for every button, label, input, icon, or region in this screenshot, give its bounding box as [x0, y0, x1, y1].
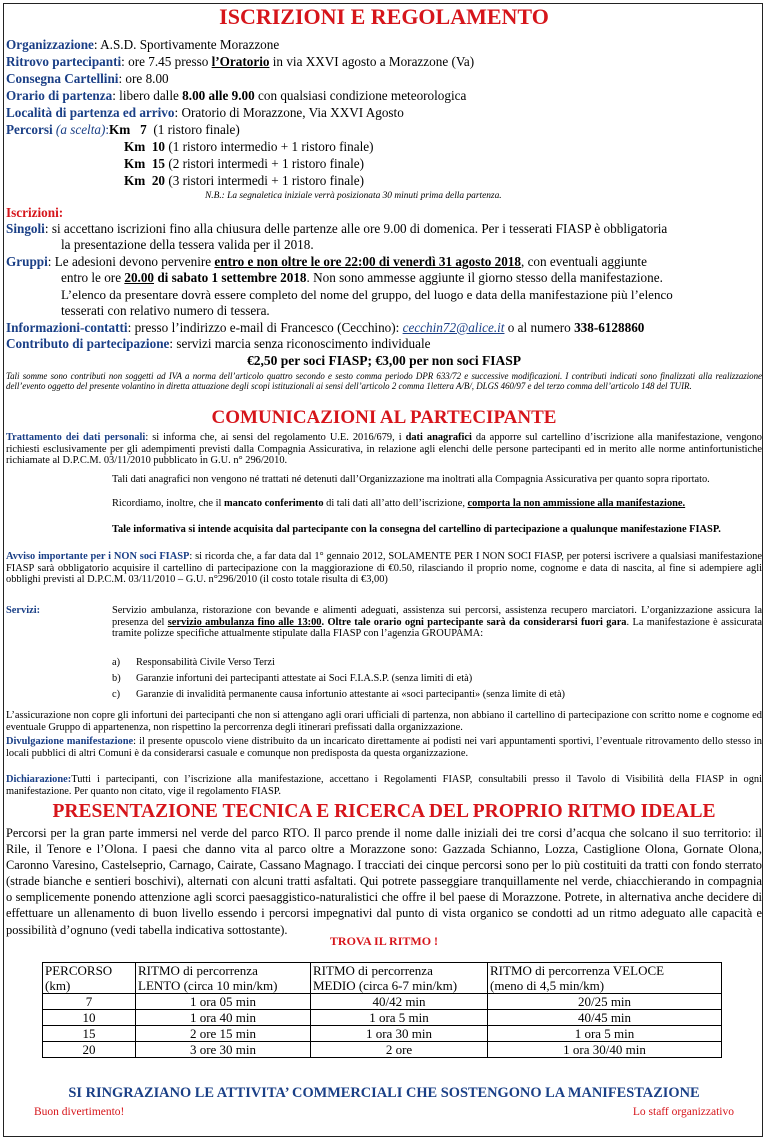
row-organizzazione: Organizzazione: A.S.D. Sportivamente Morazzone	[6, 37, 280, 52]
cell-km: 7	[43, 994, 136, 1010]
header-lento: RITMO di percorrenza LENTO (circa 10 min/km)	[136, 963, 311, 994]
table-row	[43, 1026, 722, 1042]
cell-medio: 1 ora 30 min	[311, 1026, 488, 1042]
trattamento-ricordiamo: Ricordiamo, inoltre, che il mancato conferimento di tali dati all’atto dell’iscrizione, comporta la non ammissione alla manifestazione.	[112, 498, 686, 509]
row-consegna: Consegna Cartellini: ore 8.00	[6, 71, 169, 86]
table-row	[43, 1042, 722, 1058]
divulgazione-block: Divulgazione manifestazione: il presente opuscolo viene distribuito da un incaricato direttamente ai podisti nei vari appuntamenti sportivi, l’eventuale ritrovamento dello stesso in locali pubblici di altri Comuni è da considerarsi casuale e comunque non predisposta da questa organizzazione.	[6, 736, 762, 759]
servizi-label: Servizi:	[6, 605, 41, 616]
gruppi-line-4: tesserati con relativo numero di tessera.	[61, 303, 270, 318]
row-percorso-4: Km 20 (3 ristori intermedi + 1 ristoro finale)	[124, 173, 365, 188]
table-row	[43, 994, 722, 1010]
assicurazione-text: L’assicurazione non copre gli infortuni dei partecipanti che non si attengano agli orari ufficiali di partenza, non abbiano il cartellino di partecipazione con scritto nome e cognome ed eventuale Gruppo di appartenenza, non rispettino la percorrenza degli itinerari prefissati dalla organizzazione.	[6, 710, 762, 733]
row-percorso-3: Km 15 (2 ristori intermedi + 1 ristoro finale)	[124, 156, 365, 171]
cell-veloce: 1 ora 5 min	[488, 1026, 722, 1042]
trattamento-dati-anagrafici: Tali dati anagrafici non vengono né trattati né detenuti dall’Organizzazione ma inoltrati alla Compagnia Assicurativa per quanto sopra riportato.	[112, 474, 710, 485]
cell-medio: 40/42 min	[311, 994, 488, 1010]
cell-medio: 1 ora 5 min	[311, 1010, 488, 1026]
note-iva: Tali somme sono contributi non soggetti ad IVA a norma dell’articolo quattro secondo e sesto comma periodo DPR 633/72 e successive modificazioni. I contributi indicati sono finalizzati alla realizzazione dell’evento oggetto del presente volantino in diretta attuazione degli scopi istituzionali ai sensi dell’articolo 2 comma 1lettera A/B/, DLGS 460/97 e del terzo comma dell’articolo 148 del TUIR.	[6, 371, 762, 392]
avviso-block: Avviso importante per i NON soci FIASP: si ricorda che, a far data dal 1° gennaio 2012, SOLAMENTE PER I NON SOCI FIASP, per potersi iscrivere a qualsiasi manifestazione FIASP sarà obbligatorio acquisire il cartellino di partecipazione con la maggiorazione di €0.50, rilasciando il proprio nome, cognome e data di nascita, al fine si adempiere agli obblighi previsti al D.P.C.M. 03/11/2010 – G.U. n°296/2010 (il costo totale risulta di €3,00)	[6, 551, 762, 586]
row-ritrovo: Ritrovo partecipanti: ore 7.45 presso l’Oratorio in via XXVI agosto a Morazzone (Va)	[6, 54, 475, 69]
header-percorso: PERCORSO (km)	[43, 963, 136, 994]
ringraziamento: SI RINGRAZIANO LE ATTIVITA’ COMMERCIALI CHE SOSTENGONO LA MANIFESTAZIONE	[68, 1085, 700, 1101]
buon-divertimento: Buon divertimento!	[34, 1106, 125, 1118]
servizi-item-b: b) Garanzie infortuni dei partecipanti attestate ai Soci F.I.A.S.P. (senza limiti di età)	[112, 673, 473, 684]
gruppi-line-1: Gruppi: Le adesioni devono pervenire entro e non oltre le ore 22:00 di venerdì 31 agosto 2018, con eventuali aggiunte	[6, 254, 647, 269]
presentazione-text: Percorsi per la gran parte immersi nel verde del parco RTO. Il parco prende il nome dalle iniziali dei tre corsi d’acqua che solcano il suo territorio: il Rile, il Tenore e l’Olona. I paesi che danno vita al parco oltre a Morazzone sono: Gazzada Schianno, Lozza, Castiglione Olona, Gornate Olona, Caronno Varesino, Castelseprio, Carnago, Cairate, Cassano Magnago. I tracciati dei cinque percorsi sono per lo più costituiti da tratti con fondo sterrato (strade bianche e sentieri boschivi), alternati con alcuni tratti asfaltati. Qui potrete passeggiare tranquillamente nel verde, chiacchierando in compagnia o semplicemente ponendo attenzione agli scorci paesaggistico-naturalistici che offre il bel paese di Morazzone. Potrete, in alternativa anche decidere di effettuare un allenamento di buon livello essendo i percorsi impegnativi dal punto di vista organico se condotti ad un ritmo adeguato alle capacità e possibilità d’ognuno (vedi tabella indicativa sottostante).	[6, 826, 762, 937]
servizi-block: Servizio ambulanza, ristorazione con bevande e alimenti adeguati, assistenza sui percorsi, assistenza recupero marciatori. L’organizzazione assicura la presenza del servizio ambulanza fino alle 13:00. Oltre tale orario ogni partecipante sarà da considerarsi fuori gara. La manifestazione è assicurata tramite polizze specifiche attualmente stipulate dalla FIASP con l’agenzia GROUPAMA:	[112, 605, 762, 640]
table-row	[43, 1010, 722, 1026]
staff-organizzativo: Lo staff organizzativo	[632, 1106, 734, 1118]
note-segnaletica: N.B.: La segnaletica iniziale verrà posizionata 30 minuti prima della partenza.	[205, 191, 502, 201]
title-comunicazioni: COMUNICAZIONI AL PARTECIPANTE	[211, 407, 557, 428]
cell-veloce: 20/25 min	[488, 994, 722, 1010]
header-medio: RITMO di percorrenza MEDIO (circa 6-7 min/km)	[311, 963, 488, 994]
ritmo-table	[42, 962, 722, 1058]
cell-km: 15	[43, 1026, 136, 1042]
singoli-line-2: la presentazione della tessera valida per il 2018.	[61, 237, 314, 252]
cell-km: 10	[43, 1010, 136, 1026]
cell-lento: 3 ore 30 min	[136, 1042, 311, 1058]
cell-veloce: 1 ora 30/40 min	[488, 1042, 722, 1058]
trattamento-informativa: Tale informativa si intende acquisita dal partecipante con la consegna del cartellino di partecipazione a qualunque manifestazione FIASP.	[112, 524, 721, 535]
row-percorso-1: Percorsi (a scelta):Km 7 (1 ristoro finale)	[6, 122, 240, 137]
iscrizioni-heading: Iscrizioni:	[6, 205, 64, 220]
cell-lento: 1 ora 40 min	[136, 1010, 311, 1026]
row-contributo: Contributo di partecipazione: servizi marcia senza riconoscimento individuale	[6, 336, 431, 351]
servizi-item-c: c) Garanzie di invalidità permanente causa infortunio attestante ai «soci partecipanti» (senza limite di età)	[112, 689, 566, 700]
cell-medio: 2 ore	[311, 1042, 488, 1058]
trova-il-ritmo: TROVA IL RITMO !	[329, 934, 439, 948]
dichiarazione-block: Dichiarazione:Tutti i partecipanti, con l’iscrizione alla manifestazione, accettano i Regolamenti FIASP, consultabili presso il Tavolo di Visibilità della FIASP in ogni manifestazione. Per quanto non citato, vige il regolamento FIASP.	[6, 774, 762, 797]
trattamento-block: Trattamento dei dati personali: si informa che, ai sensi del regolamento U.E. 2016/679, i dati anagrafici da apporre sul cartellino d’iscrizione alla manifestazione, vengono richiesti esclusivamente per gli adempimenti previsti dalla Compagnia Assicurativa, in relazione agli elenchi delle persone partecipanti ed in merito alle norme antinfortunistiche richiamate al D.P.C.M. 03/11/2010 pubblicato in G.U. n° 296/2010.	[6, 432, 762, 467]
gruppi-line-2: entro le ore 20.00 di sabato 1 settembre 2018. Non sono ammesse aggiunte il giorno stesso della manifestazione.	[61, 270, 663, 285]
row-percorso-2: Km 10 (1 ristoro intermedio + 1 ristoro finale)	[124, 139, 374, 154]
table-header-row	[43, 963, 722, 994]
row-localita: Località di partenza ed arrivo: Oratorio di Morazzone, Via XXVI Agosto	[6, 105, 404, 120]
row-orario: Orario di partenza: libero dalle 8.00 alle 9.00 con qualsiasi condizione meteorologica	[6, 88, 467, 103]
cell-lento: 2 ore 15 min	[136, 1026, 311, 1042]
row-informazioni: Informazioni-contatti: presso l’indirizzo e-mail di Francesco (Cecchino): cecchin72@alice.it o al numero 338-6128860	[6, 320, 645, 335]
prezzi: €2,50 per soci FIASP; €3,00 per non soci FIASP	[246, 353, 521, 368]
email-link[interactable]: cecchin72@alice.it	[402, 320, 505, 335]
cell-lento: 1 ora 05 min	[136, 994, 311, 1010]
cell-veloce: 40/45 min	[488, 1010, 722, 1026]
singoli-line-1: Singoli: si accettano iscrizioni fino alla chiusura delle partenze alle ore 9.00 di domenica. Per i tesserati FIASP è obbligatoria	[6, 221, 668, 236]
servizi-item-a: a) Responsabilità Civile Verso Terzi	[112, 657, 275, 668]
gruppi-line-3: L’elenco da presentare dovrà essere completo del nome del gruppo, del luogo e data della manifestazione più l’elenco	[61, 287, 673, 302]
title-presentazione: PRESENTAZIONE TECNICA E RICERCA DEL PROPRIO RITMO IDEALE	[52, 801, 716, 822]
title-iscrizioni-regolamento: ISCRIZIONI E REGOLAMENTO	[219, 4, 549, 29]
header-veloce: RITMO di percorrenza VELOCE (meno di 4,5 min/km)	[488, 963, 722, 994]
cell-km: 20	[43, 1042, 136, 1058]
